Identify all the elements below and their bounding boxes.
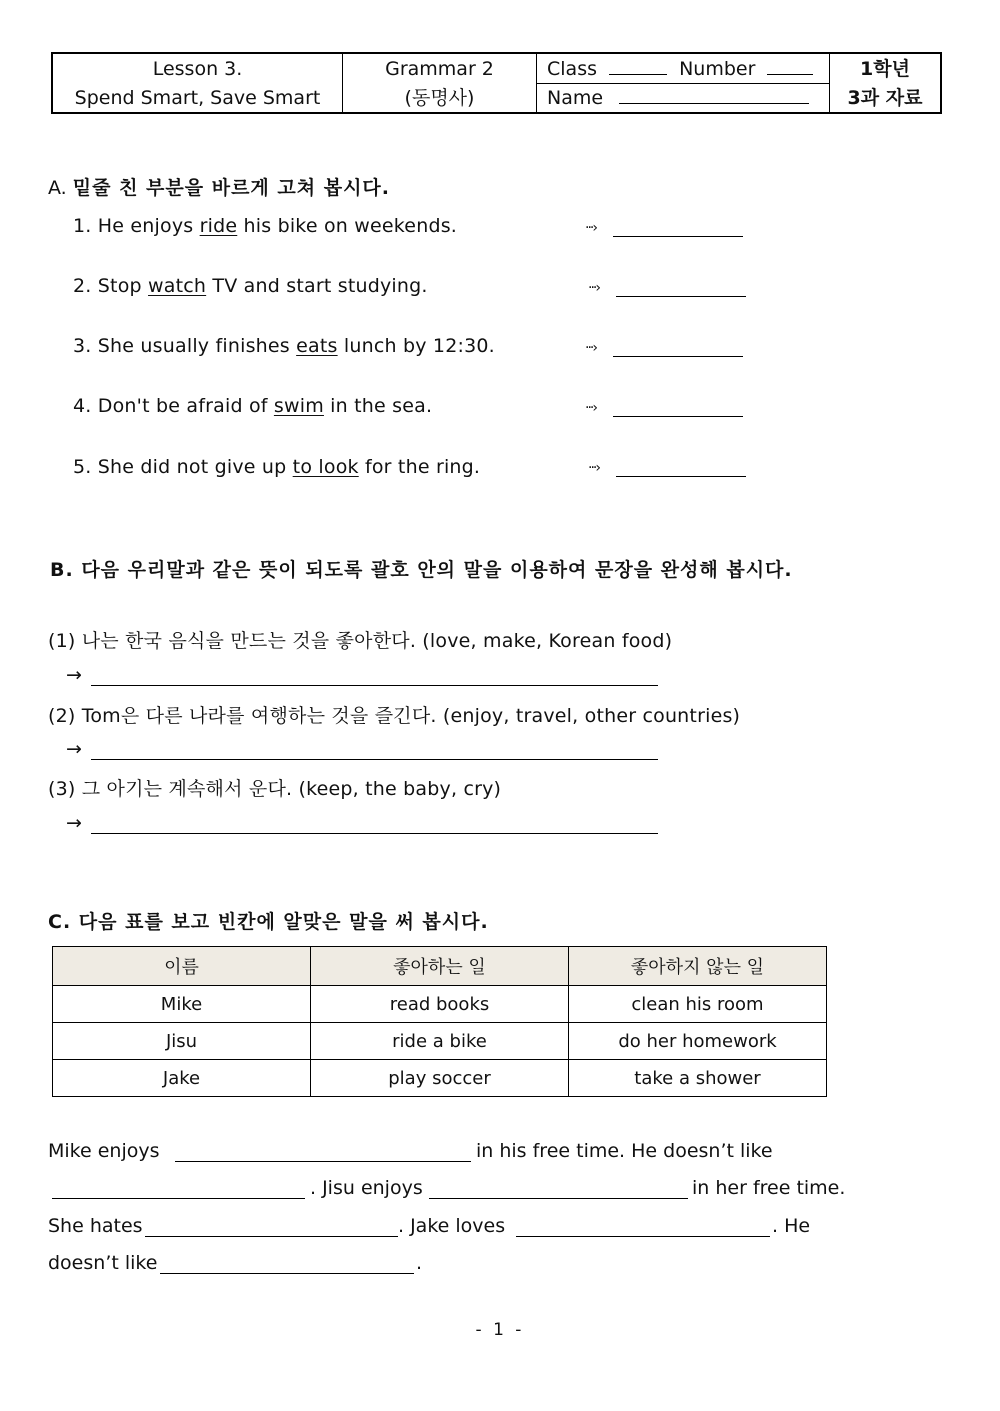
underlined-word: ride [199, 215, 238, 237]
arrow-icon: → [66, 812, 82, 834]
arrow-icon: ···› [588, 460, 599, 476]
section-b-heading: B. 다음 우리말과 같은 뜻이 되도록 괄호 안의 말을 이용하여 문장을 완성해 봅시다. [50, 559, 793, 581]
table-cell: do her homework [569, 1023, 827, 1060]
section-a-title [48, 173, 390, 200]
blank-jake-dislikes[interactable] [160, 1273, 414, 1274]
para-text: . Jake loves [398, 1215, 506, 1237]
section-a-heading: 밑줄 친 부분을 바르게 고쳐 봅시다. [72, 177, 390, 199]
section-a-item-4: 4. Don't be afraid of swim in the sea. [73, 395, 433, 417]
table-cell: Jisu [53, 1023, 311, 1060]
blank-jisu-likes[interactable] [429, 1198, 688, 1199]
name-line [537, 84, 829, 113]
section-a-item-5: 5. She did not give up to look for the ring. [73, 456, 481, 478]
answer-blank-4[interactable] [613, 416, 743, 417]
para-text: She hates [48, 1215, 143, 1237]
underlined-word: watch [148, 275, 207, 297]
grammar-cell [343, 54, 537, 112]
para-text: in his free time. He doesn’t like [476, 1140, 773, 1162]
grade-label: 1학년 [860, 58, 910, 80]
name-field[interactable] [619, 85, 809, 104]
header-name: 이름 [53, 947, 311, 986]
grammar-subtitle: (동명사) [404, 87, 475, 109]
para-text: . Jisu enjoys [310, 1177, 423, 1199]
section-b-item-1: (1) 나는 한국 음식을 만드는 것을 좋아한다. (love, make, Korean food) [48, 630, 673, 652]
class-number-line [537, 55, 829, 84]
table-cell: read books [311, 986, 569, 1023]
table-header-row [53, 947, 827, 986]
blank-jake-likes[interactable] [516, 1236, 770, 1237]
blank-mike-likes[interactable] [175, 1161, 471, 1162]
arrow-icon: → [66, 664, 82, 686]
student-info-cell [537, 54, 830, 112]
table-cell: play soccer [311, 1060, 569, 1097]
para-text: in her free time. [692, 1177, 846, 1199]
arrow-icon: ···› [588, 280, 599, 296]
class-field[interactable] [609, 56, 667, 75]
underlined-word: to look [292, 456, 359, 478]
section-b-item-2: (2) Tom은 다른 나라를 여행하는 것을 즐긴다. (enjoy, travel, other countries) [48, 705, 741, 727]
number-label: Number [679, 58, 756, 80]
preferences-table [52, 946, 827, 1097]
table-cell: take a shower [569, 1060, 827, 1097]
lesson-cell [53, 54, 343, 112]
answer-blank-3[interactable] [613, 356, 743, 357]
lesson-subtitle: Spend Smart, Save Smart [74, 87, 321, 109]
table-cell: Mike [53, 986, 311, 1023]
arrow-icon: → [66, 738, 82, 760]
arrow-icon: ···› [585, 400, 596, 416]
section-a-item-1: 1. He enjoys ride his bike on weekends. [73, 215, 458, 237]
blank-jisu-dislikes[interactable] [145, 1236, 398, 1237]
header-dislikes: 좋아하지 않는 일 [569, 947, 827, 986]
page-number: - 1 - [475, 1320, 525, 1340]
section-c-heading: C. 다음 표를 보고 빈칸에 알맞은 말을 써 봅시다. [48, 911, 489, 933]
header-table [51, 52, 942, 114]
table-row [53, 1060, 827, 1097]
chapter-label: 3과 자료 [847, 87, 923, 109]
para-text: . He [772, 1215, 811, 1237]
class-label: Class [547, 58, 597, 80]
grade-cell [830, 54, 940, 112]
number-field[interactable] [767, 56, 813, 75]
para-text: Mike enjoys [48, 1140, 160, 1162]
table-row [53, 1023, 827, 1060]
answer-line-b2[interactable] [91, 759, 658, 760]
arrow-icon: ···› [585, 340, 596, 356]
para-text: doesn’t like [48, 1252, 158, 1274]
answer-blank-2[interactable] [616, 296, 746, 297]
underlined-word: eats [296, 335, 338, 357]
section-a-item-2: 2. Stop watch TV and start studying. [73, 275, 428, 297]
blank-mike-dislikes[interactable] [52, 1198, 305, 1199]
table-cell: Jake [53, 1060, 311, 1097]
section-b-item-3: (3) 그 아기는 계속해서 운다. (keep, the baby, cry) [48, 778, 502, 800]
para-text: . [416, 1252, 423, 1274]
header-likes: 좋아하는 일 [311, 947, 569, 986]
section-a-prefix: A. [48, 177, 67, 199]
table-cell: clean his room [569, 986, 827, 1023]
underlined-word: swim [273, 395, 324, 417]
lesson-title: Lesson 3. [152, 58, 243, 80]
answer-line-b1[interactable] [91, 685, 658, 686]
section-a-item-3: 3. She usually finishes eats lunch by 12:30. [73, 335, 495, 357]
grammar-title: Grammar 2 [385, 58, 494, 80]
name-label: Name [547, 87, 604, 109]
answer-blank-1[interactable] [613, 236, 743, 237]
arrow-icon: ···› [585, 220, 596, 236]
table-row [53, 986, 827, 1023]
table-cell: ride a bike [311, 1023, 569, 1060]
answer-line-b3[interactable] [91, 833, 658, 834]
answer-blank-5[interactable] [616, 476, 746, 477]
